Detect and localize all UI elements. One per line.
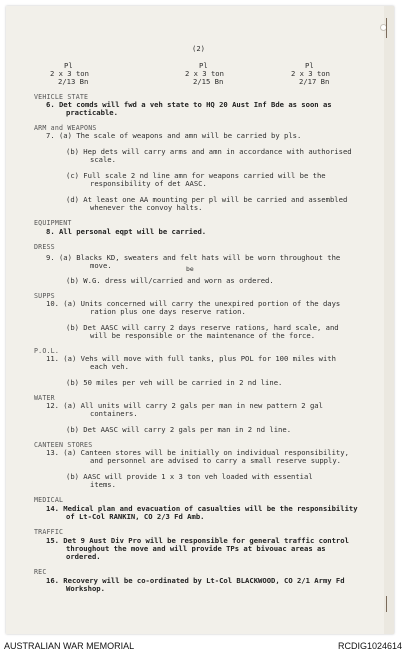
paragraph-7c-line-2: responsibility of det AASC.	[90, 179, 207, 188]
section-heading-canteen: CANTEEN STORES	[34, 441, 93, 449]
section-heading-medical: MEDICAL	[34, 496, 64, 504]
section-heading-equipment: EQUIPMENT	[34, 219, 72, 227]
section-heading-dress: DRESS	[34, 243, 55, 251]
paragraph-15-line-1: 15. Det 9 Aust Div Pro will be responsible for general traffic control	[46, 536, 349, 545]
paragraph-15-line-2: throughout the move and will provide TPs at bivouac areas as	[66, 544, 326, 553]
paragraph-10a-line-2: ration plus one days reserve ration.	[90, 307, 246, 316]
paragraph-7b-line-2: scale.	[90, 155, 116, 164]
paragraph-14-line-2: of Lt-Col RANKIN, CO 2/3 Fd Amb.	[66, 512, 205, 521]
paragraph-7d-line-2: whenever the convoy halts.	[90, 203, 203, 212]
section-heading-recovery: REC	[34, 568, 47, 576]
paragraph-9b: (b) W.G. dress will/carried and worn as ordered.	[66, 276, 274, 285]
paragraph-9a-line-2: move.	[90, 261, 112, 270]
paragraph-11a-line-2: each veh.	[90, 362, 129, 371]
page-number: (2)	[192, 44, 205, 53]
section-heading-supplies: SUPPS	[34, 292, 55, 300]
paragraph-14-line-1: 14. Medical plan and evacuation of casualties will be the responsibility	[46, 504, 358, 513]
page-edge	[384, 6, 394, 634]
paragraph-10a-line-1: 10. (a) Units concerned will carry the unexpired portion of the days	[46, 299, 341, 308]
footer-record-id: RCDIG1024614	[337, 641, 402, 651]
paragraph-10b-line-1: (b) Det AASC will carry 2 days reserve rations, hard scale, and	[66, 323, 339, 332]
archive-footer	[0, 638, 406, 654]
column-3-vehicles: 2 x 3 ton	[291, 69, 330, 78]
column-2-unit: 2/15 Bn	[193, 77, 224, 86]
column-1-unit: 2/13 Bn	[58, 77, 89, 86]
paragraph-15-line-3: ordered.	[66, 552, 101, 561]
margin-mark	[386, 18, 387, 38]
paragraph-12a-line-1: 12. (a) All units will carry 2 gals per man in new pattern 2 gal	[46, 401, 323, 410]
handwritten-insertion: be	[186, 265, 194, 273]
paragraph-6-line-2: practicable.	[66, 108, 118, 117]
column-2-pl: Pl	[199, 61, 208, 70]
paragraph-7d-line-1: (d) At least one AA mounting per pl will be carried and assembled	[66, 195, 348, 204]
paragraph-8: 8. All personal eqpt will be carried.	[46, 227, 207, 236]
paragraph-11b: (b) 50 miles per veh will be carried in 2 nd line.	[66, 378, 283, 387]
paragraph-13b-line-1: (b) AASC will provide 1 x 3 ton veh loaded with essential	[66, 472, 313, 481]
paragraph-7b-line-1: (b) Hep dets will carry arms and amn in accordance with authorised	[66, 147, 352, 156]
column-1-vehicles: 2 x 3 ton	[50, 69, 89, 78]
column-3-unit: 2/17 Bn	[299, 77, 330, 86]
paragraph-10b-line-2: will be responsible or the maintenance of the force.	[90, 331, 316, 340]
section-heading-water: WATER	[34, 394, 55, 402]
section-heading-traffic: TRAFFIC	[34, 528, 64, 536]
margin-mark	[386, 596, 387, 612]
column-2-vehicles: 2 x 3 ton	[185, 69, 224, 78]
paragraph-16-line-2: Workshop.	[66, 584, 105, 593]
paragraph-11a-line-1: 11. (a) Vehs will move with full tanks, plus POL for 100 miles with	[46, 354, 336, 363]
column-1-pl: Pl	[64, 61, 73, 70]
paragraph-7c-line-1: (c) Full scale 2 nd line amn for weapons carried will be the	[66, 171, 326, 180]
paragraph-13a-line-2: and personnel are advised to carry a small reserve supply.	[90, 456, 341, 465]
footer-source: AUSTRALIAN WAR MEMORIAL	[4, 641, 135, 651]
section-heading-vehicle-state: VEHICLE STATE	[34, 93, 89, 101]
section-heading-pol: P.O.L.	[34, 347, 60, 355]
paragraph-9a-line-1: 9. (a) Blacks KD, sweaters and felt hats will be worn throughout the	[46, 253, 341, 262]
paragraph-12b: (b) Det AASC will carry 2 gals per man in 2 nd line.	[66, 425, 292, 434]
paragraph-16-line-1: 16. Recovery will be co-ordinated by Lt-Col BLACKWOOD, CO 2/1 Army Fd	[46, 576, 345, 585]
paragraph-12a-line-2: containers.	[90, 409, 138, 418]
paragraph-6-line-1: 6. Det comds will fwd a veh state to HQ 20 Aust Inf Bde as soon as	[46, 100, 332, 109]
paragraph-13a-line-1: 13. (a) Canteen stores will be initially on individual responsibility,	[46, 448, 349, 457]
column-3-pl: Pl	[305, 61, 314, 70]
paragraph-7a: 7. (a) The scale of weapons and amn will be carried by pls.	[46, 131, 302, 140]
section-heading-arms: ARM and WEAPONS	[34, 124, 97, 132]
paragraph-13b-line-2: items.	[90, 480, 116, 489]
